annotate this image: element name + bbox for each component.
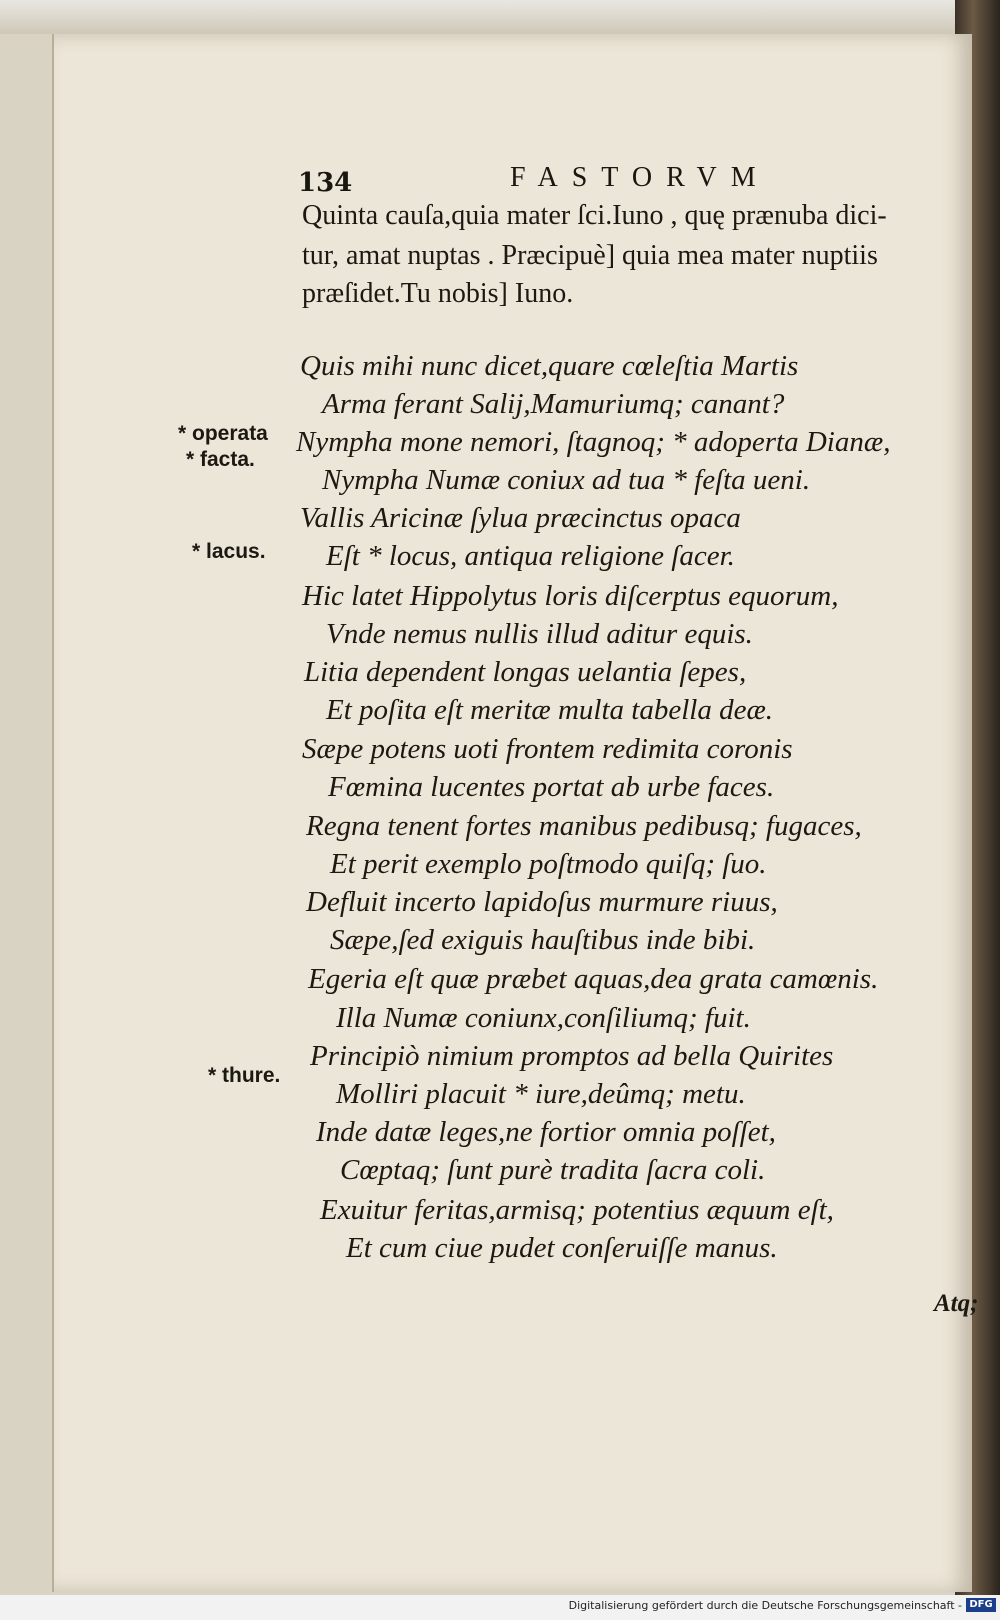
verse-line: Quis mihi nunc dicet,quare cœleſtia Martis	[300, 350, 799, 382]
prose-line: tur, amat nuptas . Præcipuè] quia mea mater nuptiis	[302, 240, 878, 271]
verse-line: Nympha Numæ coniux ad tua * feſta ueni.	[322, 464, 811, 496]
prose-line: præſidet.Tu nobis] Iuno.	[302, 278, 574, 309]
gloss-facta: * facta.	[186, 448, 255, 471]
verse-line: Inde datæ leges,ne fortior omnia poſſet,	[316, 1116, 776, 1148]
catchword: Atq;	[934, 1290, 979, 1317]
verse-line: Principiò nimium promptos ad bella Quirites	[310, 1040, 834, 1072]
verse-line: Exuitur feritas,armisq; potentius æquum eſt,	[320, 1194, 834, 1226]
verse-line: Arma ferant Salij,Mamuriumq; canant?	[322, 388, 785, 420]
verse-line: Et cum ciue pudet conſeruiſſe manus.	[346, 1232, 778, 1264]
verse-line: Sæpe,ſed exiguis hauſtibus inde bibi.	[330, 924, 756, 956]
digitization-credit: Digitalisierung gefördert durch die Deutsche Forschungsgemeinschaft -	[568, 1599, 962, 1612]
verse-line: Defluit incerto lapidoſus murmure riuus,	[306, 886, 778, 918]
gloss-lacus: * lacus.	[192, 540, 266, 563]
verse-line: Eſt * locus, antiqua religione ſacer.	[326, 540, 735, 572]
verse-line: Fœmina lucentes portat ab urbe faces.	[328, 771, 775, 803]
verse-line: Illa Numæ coniunx,conſiliumq; fuit.	[336, 1002, 751, 1034]
verse-line: Vallis Aricinæ ſylua præcinctus opaca	[300, 502, 741, 534]
prose-line: Quinta cauſa,quia mater ſci.Iuno , quę prænuba dici-	[302, 200, 887, 231]
verse-line: Sæpe potens uoti frontem redimita coronis	[302, 733, 793, 765]
gloss-operata: * operata	[178, 422, 268, 445]
verse-line: Vnde nemus nullis illud aditur equis.	[326, 618, 753, 650]
verse-line: Cœptaq; ſunt purè tradita ſacra coli.	[340, 1154, 766, 1186]
verse-line: Molliri placuit * iure,deûmq; metu.	[336, 1078, 746, 1110]
verse-line: Litia dependent longas uelantia ſepes,	[304, 656, 747, 688]
page-number: 134	[298, 168, 353, 198]
verse-line: Et poſita eſt meritæ multa tabella deæ.	[326, 694, 774, 726]
verse-line: Regna tenent fortes manibus pedibusq; fugaces,	[306, 810, 862, 842]
verse-line: Nympha mone nemori, ſtagnoq; * adoperta Dianæ,	[296, 426, 891, 458]
verse-line: Hic latet Hippolytus loris diſcerptus equorum,	[302, 580, 839, 612]
running-title: FASTORVM	[510, 162, 770, 193]
gloss-thure: * thure.	[208, 1064, 281, 1087]
scan-top-edge	[0, 0, 1000, 34]
verse-line: Et perit exemplo poſtmodo quiſq; ſuo.	[330, 848, 767, 880]
dfg-logo: DFG	[966, 1598, 996, 1612]
verse-line: Egeria eſt quæ præbet aquas,dea grata camœnis.	[308, 963, 879, 995]
